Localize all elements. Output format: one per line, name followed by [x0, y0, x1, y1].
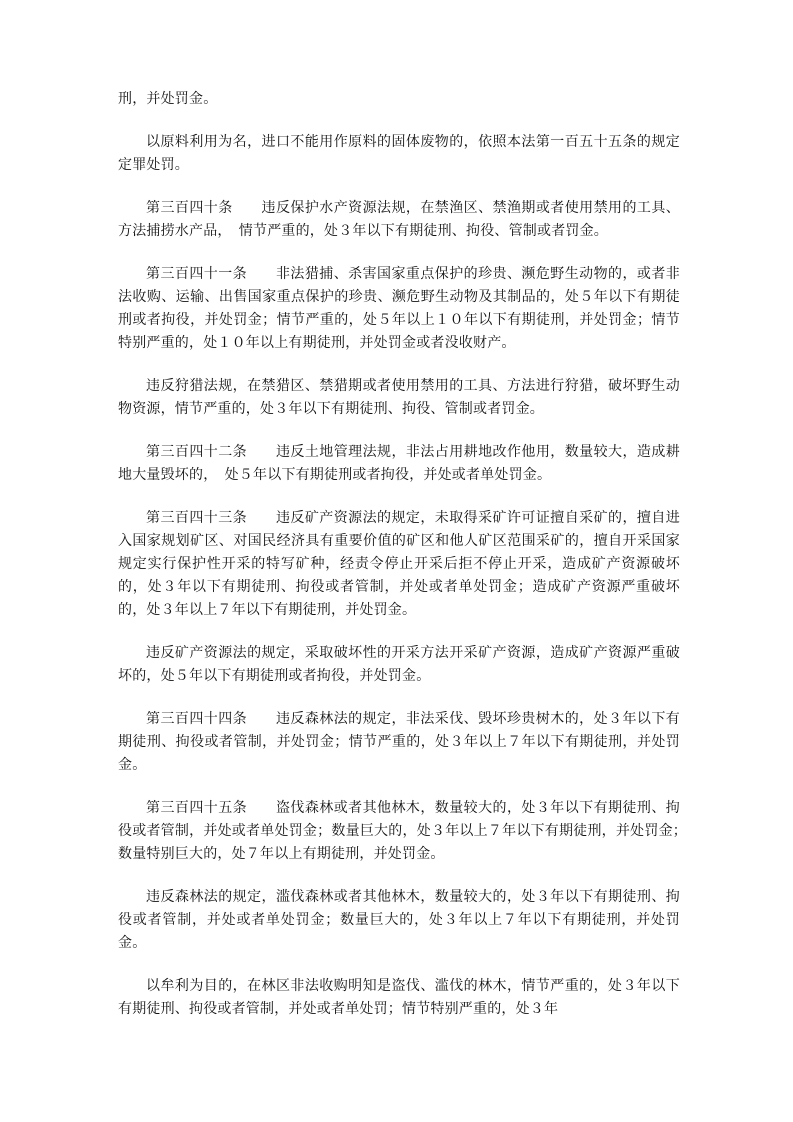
paragraph-article-342: 第三百四十二条 违反土地管理法规，非法占用耕地改作他用，数量较大，造成耕地大量毁坏的， 处５年以下有期徒刑或者拘役，并处或者单处罚金。: [118, 444, 680, 483]
paragraph-destructive-mining: 违反矿产资源法的规定，采取破坏性的开采方法开采矿产资源，造成矿产资源严重破坏的，处５年以下有期徒刑或者拘役，并处罚金。: [118, 645, 680, 684]
paragraph-article-345: 第三百四十五条 盗伐森林或者其他林木，数量较大的，处３年以下有期徒刑、拘役或者管制，并处或者单处罚金；数量巨大的，处３年以上７年以下有期徒刑，并处罚金； 数量特别巨大的，处７年以上有期徒刑，并处罚金。: [118, 800, 695, 862]
paragraph-article-344: 第三百四十四条 违反森林法的规定，非法采伐、毁坏珍贵树木的，处３年以下有期徒刑、拘役或者管制，并处罚金；情节严重的，处３年以上７年以下有期徒刑，并处罚金。: [118, 711, 680, 773]
document-page: [118, 88, 695, 1041]
paragraph-excessive-logging: 违反森林法的规定，滥伐森林或者其他林木，数量较大的，处３年以下有期徒刑、拘役或者管制，并处或者单处罚金；数量巨大的，处３年以上７年以下有期徒刑，并处罚金。: [118, 889, 680, 951]
paragraph-article-340: 第三百四十条 违反保护水产资源法规，在禁渔区、禁渔期或者使用禁用的工具、方法捕捞水产品， 情节严重的，处３年以下有期徒刑、拘役、管制或者罚金。: [118, 200, 680, 239]
paragraph-solid-waste: 以原料利用为名，进口不能用作原料的固体废物的，依照本法第一百五十五条的规定定罪处罚。: [118, 134, 680, 173]
paragraph-illegal-purchase: 以牟利为目的，在林区非法收购明知是盗伐、滥伐的林木，情节严重的，处３年以下有期徒刑、拘役或者管制，并处或者单处罚；情节特别严重的，处３年: [118, 978, 680, 1017]
paragraph-article-341: 第三百四十一条 非法猎捕、杀害国家重点保护的珍贵、濒危野生动物的，或者非法收购、运输、出售国家重点保护的珍贵、濒危野生动物及其制品的，处５年以下有期徒刑或者拘役，并处罚金；情节严重的，处５年以上１０年以下有期徒刑，并处罚金；情节特别严重的，处１０年以上有期徒刑，并处罚金或者没收财产。: [118, 266, 680, 351]
paragraph-article-343: 第三百四十三条 违反矿产资源法的规定，未取得采矿许可证擅自采矿的，擅自进入国家规划矿区、对国民经济具有重要价值的矿区和他人矿区范围采矿的，擅自开采国家规定实行保护性开采的特写矿种，经责令停止开采后拒不停止开采，造成矿产资源破坏的，处３年以下有期徒刑、拘役或者管制，并处或者单处罚金；造成矿产资源严重破坏的，处３年以上７年以下有期徒刑，并处罚金。: [118, 510, 680, 618]
paragraph-continuation: 刑，并处罚金。: [118, 91, 218, 107]
paragraph-hunting: 违反狩猎法规，在禁猎区、禁猎期或者使用禁用的工具、方法进行狩猎，破坏野生动物资源，情节严重的，处３年以下有期徒刑、拘役、管制或者罚金。: [118, 378, 680, 417]
